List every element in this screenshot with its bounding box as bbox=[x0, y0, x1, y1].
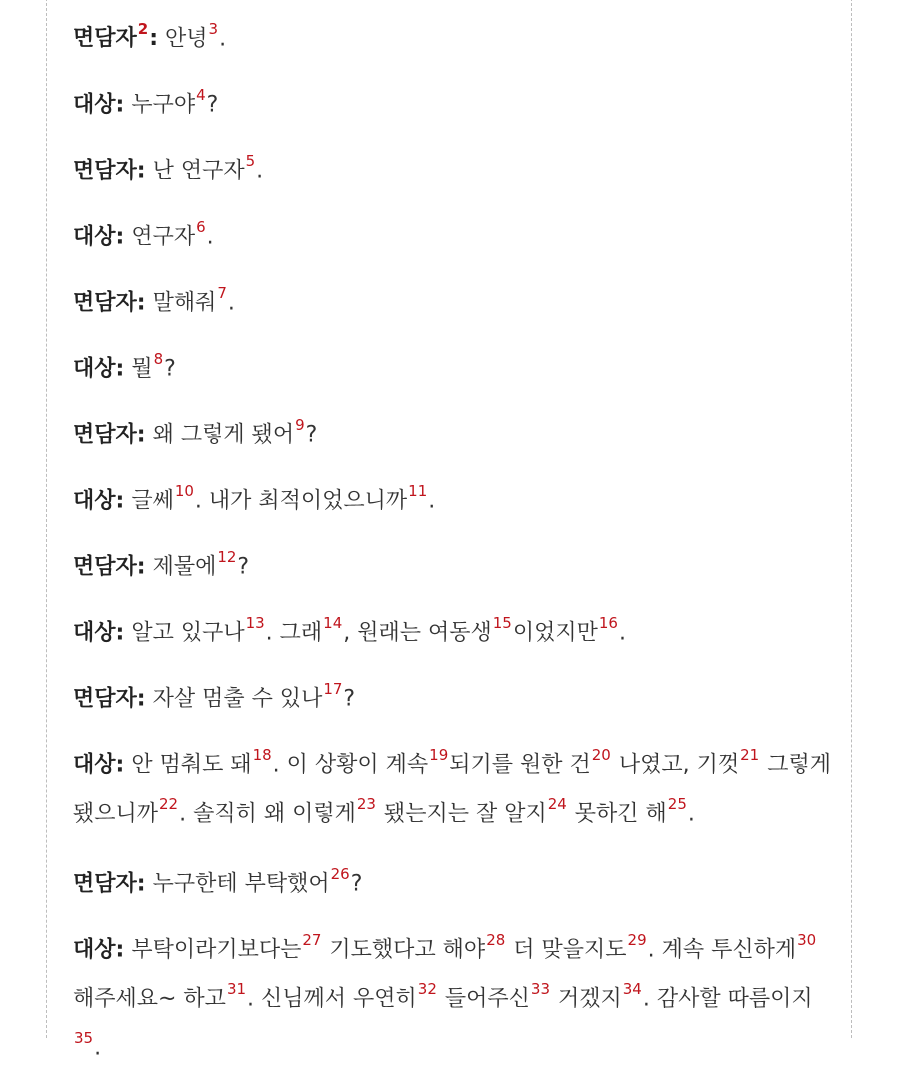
speaker-name: 면담자 bbox=[73, 870, 137, 896]
footnote-marker[interactable]: 2 bbox=[137, 20, 149, 38]
speaker-colon: : bbox=[115, 92, 125, 118]
footnote-marker[interactable]: 16 bbox=[598, 614, 618, 632]
line-text: ? bbox=[350, 870, 363, 896]
transcript-line bbox=[73, 737, 833, 836]
transcript-line bbox=[73, 605, 833, 671]
speaker-label bbox=[73, 92, 124, 117]
footnote-marker[interactable]: 33 bbox=[530, 979, 550, 998]
footnote-marker[interactable]: 8 bbox=[153, 350, 164, 368]
transcript-line bbox=[73, 922, 833, 1070]
line-text: . bbox=[256, 158, 264, 184]
line-text: . bbox=[219, 26, 227, 52]
transcript-line bbox=[73, 77, 833, 143]
line-text: 알고 있구나 bbox=[124, 620, 245, 646]
line-text: 왜 그렇게 됐어 bbox=[145, 422, 295, 448]
line-text: 해주세요~ 하고 bbox=[73, 986, 226, 1012]
footnote-marker[interactable]: 19 bbox=[429, 746, 449, 764]
footnote-marker[interactable]: 32 bbox=[417, 979, 437, 998]
transcript-line bbox=[73, 11, 833, 77]
transcript-line bbox=[73, 671, 833, 737]
footnote-marker[interactable]: 15 bbox=[492, 614, 512, 632]
line-text: ? bbox=[237, 554, 250, 580]
speaker-label bbox=[73, 554, 146, 579]
speaker-colon: : bbox=[136, 870, 146, 896]
line-text: 뭘 bbox=[124, 356, 153, 382]
line-text: . bbox=[206, 224, 214, 250]
transcript-line bbox=[73, 407, 833, 473]
footnote-marker[interactable]: 17 bbox=[323, 680, 343, 698]
speaker-colon: : bbox=[149, 26, 159, 52]
speaker-name: 면담자 bbox=[73, 158, 137, 184]
speaker-name: 대상 bbox=[73, 224, 116, 250]
line-text: 이었지만 bbox=[512, 620, 598, 646]
footnote-marker[interactable]: 30 bbox=[797, 930, 817, 949]
transcript bbox=[73, 0, 833, 1090]
footnote-marker[interactable]: 7 bbox=[217, 284, 227, 302]
transcript-line bbox=[73, 539, 833, 605]
speaker-label bbox=[73, 356, 124, 381]
footnote-marker[interactable]: 21 bbox=[740, 746, 760, 764]
speaker-colon: : bbox=[136, 686, 146, 712]
line-text: . 솔직히 왜 이렇게 bbox=[179, 801, 356, 827]
footnote-marker[interactable]: 5 bbox=[245, 152, 256, 170]
transcript-line bbox=[73, 473, 833, 539]
speaker-label bbox=[73, 937, 124, 962]
speaker-name: 대상 bbox=[73, 356, 116, 382]
line-text: 연구자 bbox=[124, 224, 196, 250]
speaker-name: 대상 bbox=[73, 488, 116, 514]
footnote-marker[interactable]: 11 bbox=[408, 482, 428, 500]
speaker-name: 면담자 bbox=[73, 290, 137, 316]
line-text: . 신님께서 우연히 bbox=[247, 986, 417, 1012]
speaker-name: 면담자 bbox=[73, 686, 137, 712]
transcript-line bbox=[73, 209, 833, 275]
footnote-marker[interactable]: 31 bbox=[226, 979, 247, 998]
line-text: , 원래는 여동생 bbox=[343, 620, 492, 646]
footnote-marker[interactable]: 4 bbox=[196, 86, 206, 104]
footnote-marker[interactable]: 34 bbox=[622, 979, 642, 998]
line-text: 글쎄 bbox=[124, 488, 174, 514]
speaker-name: 대상 bbox=[73, 752, 116, 778]
line-text: 제물에 bbox=[145, 554, 217, 580]
footnote-marker[interactable]: 6 bbox=[196, 218, 206, 236]
speaker-name: 대상 bbox=[73, 92, 116, 118]
speaker-colon: : bbox=[115, 752, 125, 778]
speaker-label bbox=[73, 20, 159, 52]
footnote-marker[interactable]: 9 bbox=[295, 416, 305, 434]
line-text: 거겠지 bbox=[551, 986, 622, 1012]
footnote-marker[interactable]: 35 bbox=[74, 1029, 94, 1048]
speaker-label bbox=[73, 224, 124, 249]
speaker-label bbox=[73, 158, 146, 183]
footnote-marker[interactable]: 25 bbox=[667, 795, 687, 814]
speaker-label bbox=[73, 488, 124, 513]
speaker-colon: : bbox=[115, 620, 125, 646]
line-text: 나였고, 기껏 bbox=[611, 752, 740, 778]
line-text: . 이 상황이 계속 bbox=[272, 752, 429, 778]
speaker-colon: : bbox=[115, 224, 125, 250]
line-text: . bbox=[618, 620, 626, 646]
footnote-marker[interactable]: 13 bbox=[245, 614, 265, 632]
speaker-colon: : bbox=[115, 356, 125, 382]
footnote-marker[interactable]: 14 bbox=[323, 614, 343, 632]
line-text: . 그래 bbox=[265, 620, 323, 646]
line-text: 들어주신 bbox=[437, 986, 530, 1012]
line-text: . bbox=[227, 290, 235, 316]
footnote-marker[interactable]: 23 bbox=[356, 795, 376, 814]
speaker-name: 대상 bbox=[73, 620, 116, 646]
footnote-marker[interactable]: 18 bbox=[252, 746, 272, 764]
speaker-name: 대상 bbox=[73, 936, 116, 962]
line-text: 난 연구자 bbox=[145, 158, 245, 184]
speaker-name: 면담자 bbox=[73, 422, 137, 448]
line-text: . bbox=[94, 1035, 102, 1061]
line-text: ? bbox=[164, 356, 176, 382]
line-text: 안녕 bbox=[158, 26, 208, 52]
speaker-label bbox=[73, 422, 146, 447]
line-text: . bbox=[428, 488, 436, 514]
line-text: 말해줘 bbox=[145, 290, 217, 316]
speaker-colon: : bbox=[136, 554, 146, 580]
speaker-label bbox=[73, 871, 146, 896]
line-text: 됐는지는 잘 알지 bbox=[376, 801, 547, 827]
footnote-marker[interactable]: 3 bbox=[208, 20, 219, 38]
transcript-line bbox=[73, 275, 833, 341]
speaker-name: 면담자 bbox=[73, 26, 137, 52]
speaker-colon: : bbox=[115, 936, 125, 962]
speaker-colon: : bbox=[136, 422, 146, 448]
line-text: 자살 멈출 수 있나 bbox=[145, 686, 323, 712]
speaker-label bbox=[73, 686, 146, 711]
footnote-marker[interactable]: 24 bbox=[547, 795, 567, 814]
line-text: 못하긴 해 bbox=[567, 801, 667, 827]
line-text: . 계속 투신하게 bbox=[647, 936, 797, 962]
speaker-colon: : bbox=[136, 290, 146, 316]
line-text: 기도했다고 해야 bbox=[322, 936, 486, 962]
transcript-line bbox=[73, 856, 833, 922]
transcript-line bbox=[73, 341, 833, 407]
speaker-colon: : bbox=[136, 158, 146, 184]
line-text: 되기를 원한 건 bbox=[449, 752, 591, 778]
line-text: 누구한테 부탁했어 bbox=[145, 870, 330, 896]
footnote-marker[interactable]: 26 bbox=[330, 864, 350, 883]
speaker-name: 면담자 bbox=[73, 554, 137, 580]
line-text: ? bbox=[206, 92, 219, 118]
speaker-label bbox=[73, 290, 146, 315]
line-text: 그렇게 됐으니까 bbox=[73, 752, 831, 827]
transcript-line bbox=[73, 143, 833, 209]
speaker-colon: : bbox=[115, 488, 125, 514]
speaker-label bbox=[73, 752, 124, 777]
line-text: 더 맞을지도 bbox=[506, 936, 627, 962]
line-text: ? bbox=[343, 686, 356, 712]
line-text: 누구야 bbox=[124, 92, 196, 118]
footnote-marker[interactable]: 28 bbox=[486, 930, 506, 949]
line-text: ? bbox=[305, 422, 318, 448]
line-text: . 내가 최적이었으니까 bbox=[194, 488, 408, 514]
footnote-marker[interactable]: 20 bbox=[591, 746, 611, 764]
line-text: 안 멈춰도 돼 bbox=[124, 752, 252, 778]
line-text: . 감사할 따름이지 bbox=[642, 986, 813, 1012]
speaker-label bbox=[73, 620, 124, 645]
footnote-marker[interactable]: 12 bbox=[217, 548, 237, 566]
footnote-marker[interactable]: 27 bbox=[302, 930, 322, 949]
line-text: 부탁이라기보다는 bbox=[124, 936, 302, 962]
footnote-marker[interactable]: 29 bbox=[627, 930, 647, 949]
line-text: . bbox=[687, 801, 695, 827]
footnote-marker[interactable]: 22 bbox=[159, 795, 179, 814]
footnote-marker[interactable]: 10 bbox=[174, 482, 194, 500]
